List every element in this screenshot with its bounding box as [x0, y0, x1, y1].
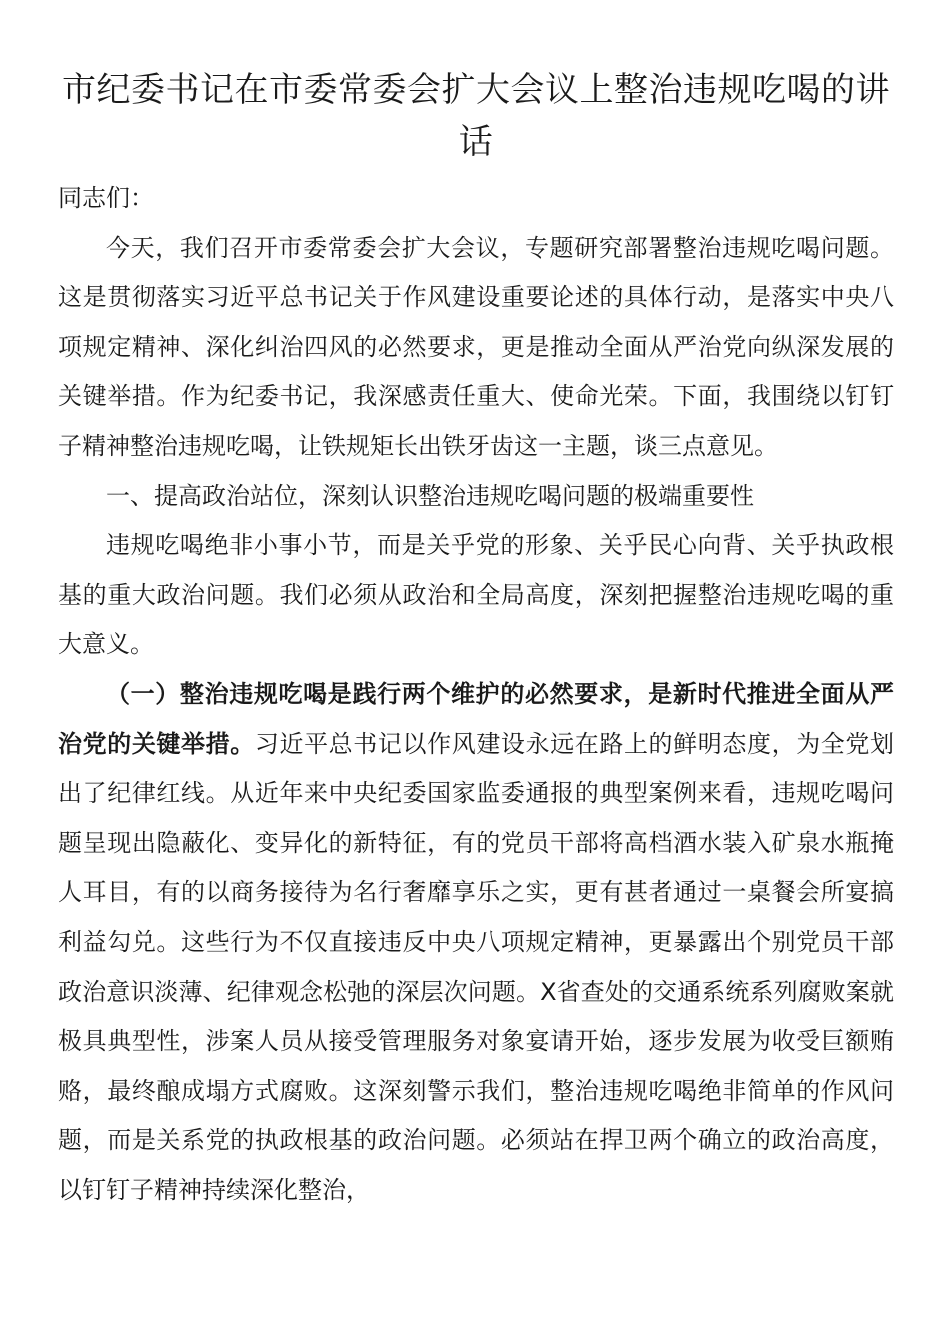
subsection-1-heading: （一）整治违规吃喝是践行两个维护的必然要求，是新时代推进全面从严治党的关键举措。: [58, 679, 894, 758]
subsection-1-paragraph: [58, 670, 894, 1216]
section-1-heading: 一、提高政治站位，深刻认识整治违规吃喝问题的极端重要性: [106, 481, 754, 510]
subsection-1-text: 习近平总书记以作风建设永远在路上的鲜明态度，为全党划出了纪律红线。从近年来中央纪委国家监委通报的典型案例来看，违规吃喝问题呈现出隐蔽化、变异化的新特征，有的党员干部将高档酒水装入矿泉水瓶掩人耳目，有的以商务接待为名行奢靡享乐之实，更有甚者通过一桌餐会所宴搞利益勾兑。这些行为不仅直接违反中央八项规定精神，更暴露出个别党员干部政治意识淡薄、纪律观念松弛的深层次问题。X省查处的交通系统系列腐败案就极具典型性，涉案人员从接受管理服务对象宴请开始，逐步发展为收受巨额贿赂，最终酿成塌方式腐败。这深刻警示我们，整治违规吃喝绝非简单的作风问题，而是关系党的执政根基的政治问题。必须站在捍卫两个确立的政治高度，以钉钉子精神持续深化整治，: [58, 729, 895, 1204]
intro-paragraph: 今天，我们召开市委常委会扩大会议，专题研究部署整治违规吃喝问题。这是贯彻落实习近平总书记关于作风建设重要论述的具体行动，是落实中央八项规定精神、深化纠治四风的必然要求，更是推动全面从严治党向纵深发展的关键举措。作为纪委书记，我深感责任重大、使命光荣。下面，我围绕以钉钉子精神整治违规吃喝，让铁规矩长出铁牙齿这一主题，谈三点意见。: [58, 233, 894, 460]
salutation: 同志们：: [58, 184, 154, 212]
section-1-intro: 违规吃喝绝非小事小节，而是关乎党的形象、关乎民心向背、关乎执政根基的重大政治问题。我们必须从政治和全局高度，深刻把握整治违规吃喝的重大意义。: [58, 531, 894, 659]
document-title: 市纪委书记在市委常委会扩大会议上整治违规吃喝的讲话: [62, 70, 890, 162]
document-page: [58, 64, 894, 1215]
